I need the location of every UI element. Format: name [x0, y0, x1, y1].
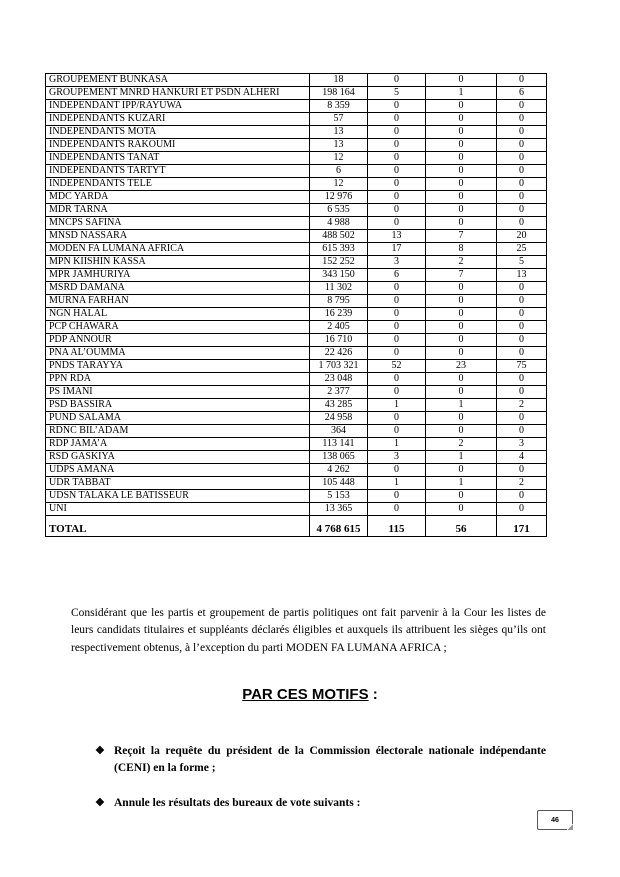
seats-total-cell: 0: [497, 321, 547, 334]
party-name-cell: MURNA FARHAN: [46, 295, 310, 308]
suppleants-cell: 0: [426, 191, 497, 204]
titulaires-cell: 0: [368, 308, 426, 321]
votes-cell: 18: [310, 74, 368, 87]
votes-cell: 43 285: [310, 399, 368, 412]
party-name-cell: PCP CHAWARA: [46, 321, 310, 334]
titulaires-cell: 6: [368, 269, 426, 282]
table-row: [46, 243, 547, 256]
votes-cell: 24 958: [310, 412, 368, 425]
votes-cell: 113 141: [310, 438, 368, 451]
considerant-paragraph: Considérant que les partis et groupement de partis politiques ont fait parvenir à la Cour les listes de leurs candidats titulaires et suppléants déclarés éligibles et auxquels ils attribuent les sièges qu’ils ont respectivement obtenus, à l’exception du parti MODEN FA LUMANA AFRICA ;: [71, 607, 546, 654]
table-row: [46, 438, 547, 451]
suppleants-cell: 0: [426, 347, 497, 360]
seats-total-cell: 0: [497, 308, 547, 321]
votes-cell: 1 703 321: [310, 360, 368, 373]
party-name-cell: GROUPEMENT MNRD HANKURI ET PSDN ALHERI: [46, 87, 310, 100]
party-name-cell: UDSN TALAKA LE BATISSEUR: [46, 490, 310, 503]
table-row: [46, 152, 547, 165]
votes-cell: 16 239: [310, 308, 368, 321]
votes-cell: 2 405: [310, 321, 368, 334]
party-name-cell: UNI: [46, 503, 310, 516]
party-name-cell: INDEPENDANT IPP/RAYUWA: [46, 100, 310, 113]
suppleants-cell: 7: [426, 269, 497, 282]
table-row: [46, 139, 547, 152]
results-table-body: [46, 74, 547, 537]
votes-cell: 4 262: [310, 464, 368, 477]
titulaires-cell: 0: [368, 126, 426, 139]
table-row: [46, 412, 547, 425]
seats-total-cell: 0: [497, 386, 547, 399]
votes-cell: 57: [310, 113, 368, 126]
votes-cell: 488 502: [310, 230, 368, 243]
votes-cell: 105 448: [310, 477, 368, 490]
table-row: [46, 230, 547, 243]
votes-cell: 4 988: [310, 217, 368, 230]
titulaires-cell: 0: [368, 204, 426, 217]
table-row: [46, 126, 547, 139]
suppleants-cell: 0: [426, 295, 497, 308]
party-name-cell: INDEPENDANTS RAKOUMI: [46, 139, 310, 152]
page-number-box: [537, 810, 573, 830]
table-row: [46, 451, 547, 464]
titulaires-cell: 0: [368, 503, 426, 516]
titulaires-cell: 3: [368, 451, 426, 464]
table-row: [46, 100, 547, 113]
seats-total-cell: 0: [497, 100, 547, 113]
bullet-text: Reçoit la requête du président de la Commission électorale nationale indépendante (CENI) en la forme ;: [114, 745, 546, 774]
seats-total-cell: 0: [497, 139, 547, 152]
titulaires-cell: 0: [368, 334, 426, 347]
titulaires-cell: 0: [368, 74, 426, 87]
table-row: [46, 295, 547, 308]
suppleants-cell: 0: [426, 217, 497, 230]
seats-total-cell: 0: [497, 373, 547, 386]
votes-cell: 6 535: [310, 204, 368, 217]
party-name-cell: RSD GASKIYA: [46, 451, 310, 464]
seats-total-cell: 5: [497, 256, 547, 269]
seats-total-cell: 20: [497, 230, 547, 243]
seats-total-cell: 0: [497, 165, 547, 178]
titulaires-cell: 0: [368, 100, 426, 113]
suppleants-cell: 0: [426, 503, 497, 516]
bullet-item-recoit: [95, 743, 546, 776]
party-name-cell: MDR TARNA: [46, 204, 310, 217]
seats-total-cell: 0: [497, 191, 547, 204]
votes-cell: 23 048: [310, 373, 368, 386]
results-table: [45, 73, 547, 537]
titulaires-cell: 13: [368, 230, 426, 243]
votes-cell: 13: [310, 126, 368, 139]
party-name-cell: PUND SALAMA: [46, 412, 310, 425]
party-name-cell: INDEPENDANTS MOTA: [46, 126, 310, 139]
page-number: 46: [551, 816, 559, 824]
party-name-cell: INDEPENDANTS TARTYT: [46, 165, 310, 178]
party-name-cell: RDP JAMA’A: [46, 438, 310, 451]
votes-cell: 2 377: [310, 386, 368, 399]
titulaires-cell: 0: [368, 152, 426, 165]
suppleants-cell: 7: [426, 230, 497, 243]
party-name-cell: MPR JAMHURIYA: [46, 269, 310, 282]
suppleants-cell: 2: [426, 256, 497, 269]
votes-cell: 11 302: [310, 282, 368, 295]
suppleants-cell: 0: [426, 204, 497, 217]
seats-total-cell: 0: [497, 347, 547, 360]
seats-total-cell: 0: [497, 412, 547, 425]
party-name-cell: INDEPENDANTS TANAT: [46, 152, 310, 165]
suppleants-cell: 1: [426, 477, 497, 490]
suppleants-cell: 0: [426, 139, 497, 152]
titulaires-cell: 0: [368, 191, 426, 204]
table-row: [46, 191, 547, 204]
table-row: [46, 308, 547, 321]
table-row: [46, 269, 547, 282]
titulaires-cell: 3: [368, 256, 426, 269]
party-name-cell: PS IMANI: [46, 386, 310, 399]
bullet-text: Annule les résultats des bureaux de vote suivants :: [114, 797, 361, 809]
suppleants-cell: 0: [426, 178, 497, 191]
party-name-cell: INDEPENDANTS TELE: [46, 178, 310, 191]
seats-total-cell: 0: [497, 334, 547, 347]
party-name-cell: PNDS TARAYYA: [46, 360, 310, 373]
votes-cell: 152 252: [310, 256, 368, 269]
table-row: [46, 386, 547, 399]
votes-cell: 8 359: [310, 100, 368, 113]
titulaires-cell: 0: [368, 321, 426, 334]
table-row: [46, 321, 547, 334]
party-name-cell: PSD BASSIRA: [46, 399, 310, 412]
total-label-cell: TOTAL: [46, 516, 310, 537]
suppleants-cell: 1: [426, 87, 497, 100]
seats-total-cell: 13: [497, 269, 547, 282]
seats-total-cell: 0: [497, 464, 547, 477]
table-row: [46, 217, 547, 230]
table-row: [46, 87, 547, 100]
titulaires-cell: 5: [368, 87, 426, 100]
table-row: [46, 360, 547, 373]
seats-total-cell: 0: [497, 217, 547, 230]
party-name-cell: PDP ANNOUR: [46, 334, 310, 347]
suppleants-cell: 23: [426, 360, 497, 373]
bullet-item-annule: [95, 795, 546, 812]
titulaires-cell: 0: [368, 295, 426, 308]
titulaires-cell: 0: [368, 425, 426, 438]
table-row: [46, 178, 547, 191]
titulaires-cell: 0: [368, 412, 426, 425]
party-name-cell: PNA AL’OUMMA: [46, 347, 310, 360]
total-seats-cell: 171: [497, 516, 547, 537]
titulaires-cell: 0: [368, 217, 426, 230]
seats-total-cell: 0: [497, 152, 547, 165]
table-row: [46, 347, 547, 360]
table-row: [46, 425, 547, 438]
table-row: [46, 256, 547, 269]
table-row: [46, 399, 547, 412]
suppleants-cell: 0: [426, 464, 497, 477]
seats-total-cell: 0: [497, 282, 547, 295]
table-row: [46, 477, 547, 490]
titulaires-cell: 17: [368, 243, 426, 256]
votes-cell: 16 710: [310, 334, 368, 347]
diamond-bullet-icon: ❖: [95, 745, 105, 757]
votes-cell: 364: [310, 425, 368, 438]
suppleants-cell: 1: [426, 399, 497, 412]
suppleants-cell: 2: [426, 438, 497, 451]
suppleants-cell: 1: [426, 451, 497, 464]
titulaires-cell: 1: [368, 477, 426, 490]
titulaires-cell: 0: [368, 178, 426, 191]
titulaires-cell: 0: [368, 464, 426, 477]
votes-cell: 12: [310, 152, 368, 165]
party-name-cell: UDR TABBAT: [46, 477, 310, 490]
total-row: [46, 516, 547, 537]
seats-total-cell: 0: [497, 126, 547, 139]
titulaires-cell: 0: [368, 165, 426, 178]
votes-cell: 6: [310, 165, 368, 178]
table-row: [46, 204, 547, 217]
suppleants-cell: 8: [426, 243, 497, 256]
table-row: [46, 165, 547, 178]
party-name-cell: RDNC BIL’ADAM: [46, 425, 310, 438]
suppleants-cell: 0: [426, 425, 497, 438]
votes-cell: 198 164: [310, 87, 368, 100]
seats-total-cell: 0: [497, 425, 547, 438]
table-row: [46, 334, 547, 347]
party-name-cell: PPN RDA: [46, 373, 310, 386]
suppleants-cell: 0: [426, 308, 497, 321]
seats-total-cell: 2: [497, 477, 547, 490]
titulaires-cell: 0: [368, 490, 426, 503]
seats-total-cell: 4: [497, 451, 547, 464]
votes-cell: 22 426: [310, 347, 368, 360]
titulaires-cell: 0: [368, 373, 426, 386]
suppleants-cell: 0: [426, 490, 497, 503]
titulaires-cell: 52: [368, 360, 426, 373]
section-heading-text: PAR CES MOTIFS: [242, 686, 369, 703]
votes-cell: 343 150: [310, 269, 368, 282]
titulaires-cell: 0: [368, 113, 426, 126]
total-votes-cell: 4 768 615: [310, 516, 368, 537]
votes-cell: 5 153: [310, 490, 368, 503]
votes-cell: 12 976: [310, 191, 368, 204]
suppleants-cell: 0: [426, 100, 497, 113]
votes-cell: 13: [310, 139, 368, 152]
suppleants-cell: 0: [426, 334, 497, 347]
party-name-cell: GROUPEMENT BUNKASA: [46, 74, 310, 87]
suppleants-cell: 0: [426, 373, 497, 386]
party-name-cell: MNSD NASSARA: [46, 230, 310, 243]
suppleants-cell: 0: [426, 321, 497, 334]
suppleants-cell: 0: [426, 412, 497, 425]
seats-total-cell: 0: [497, 295, 547, 308]
seats-total-cell: 0: [497, 74, 547, 87]
party-name-cell: MPN KIISHIN KASSA: [46, 256, 310, 269]
page-corner-fold-icon: [567, 824, 573, 830]
seats-total-cell: 6: [497, 87, 547, 100]
seats-total-cell: 25: [497, 243, 547, 256]
votes-cell: 12: [310, 178, 368, 191]
seats-total-cell: 0: [497, 113, 547, 126]
seats-total-cell: 2: [497, 399, 547, 412]
titulaires-cell: 0: [368, 282, 426, 295]
seats-total-cell: 0: [497, 204, 547, 217]
seats-total-cell: 0: [497, 178, 547, 191]
diamond-bullet-icon: ❖: [95, 797, 105, 809]
suppleants-cell: 0: [426, 126, 497, 139]
titulaires-cell: 1: [368, 438, 426, 451]
suppleants-cell: 0: [426, 152, 497, 165]
total-titulaires-cell: 115: [368, 516, 426, 537]
table-row: [46, 282, 547, 295]
table-row: [46, 490, 547, 503]
party-name-cell: NGN HALAL: [46, 308, 310, 321]
titulaires-cell: 1: [368, 399, 426, 412]
section-heading-suffix: :: [368, 686, 378, 703]
suppleants-cell: 0: [426, 113, 497, 126]
seats-total-cell: 0: [497, 490, 547, 503]
titulaires-cell: 0: [368, 386, 426, 399]
party-name-cell: MNCPS SAFINA: [46, 217, 310, 230]
seats-total-cell: 75: [497, 360, 547, 373]
table-row: [46, 373, 547, 386]
party-name-cell: INDEPENDANTS KUZARI: [46, 113, 310, 126]
votes-cell: 138 065: [310, 451, 368, 464]
table-row: [46, 503, 547, 516]
suppleants-cell: 0: [426, 74, 497, 87]
suppleants-cell: 0: [426, 282, 497, 295]
suppleants-cell: 0: [426, 165, 497, 178]
party-name-cell: MSRD DAMANA: [46, 282, 310, 295]
table-row: [46, 113, 547, 126]
table-row: [46, 464, 547, 477]
party-name-cell: MODEN FA LUMANA AFRICA: [46, 243, 310, 256]
seats-total-cell: 3: [497, 438, 547, 451]
party-name-cell: MDC YARDA: [46, 191, 310, 204]
suppleants-cell: 0: [426, 386, 497, 399]
votes-cell: 13 365: [310, 503, 368, 516]
votes-cell: 8 795: [310, 295, 368, 308]
section-heading: [0, 686, 620, 703]
total-suppleants-cell: 56: [426, 516, 497, 537]
titulaires-cell: 0: [368, 139, 426, 152]
seats-total-cell: 0: [497, 503, 547, 516]
titulaires-cell: 0: [368, 347, 426, 360]
votes-cell: 615 393: [310, 243, 368, 256]
table-row: [46, 74, 547, 87]
party-name-cell: UDPS AMANA: [46, 464, 310, 477]
